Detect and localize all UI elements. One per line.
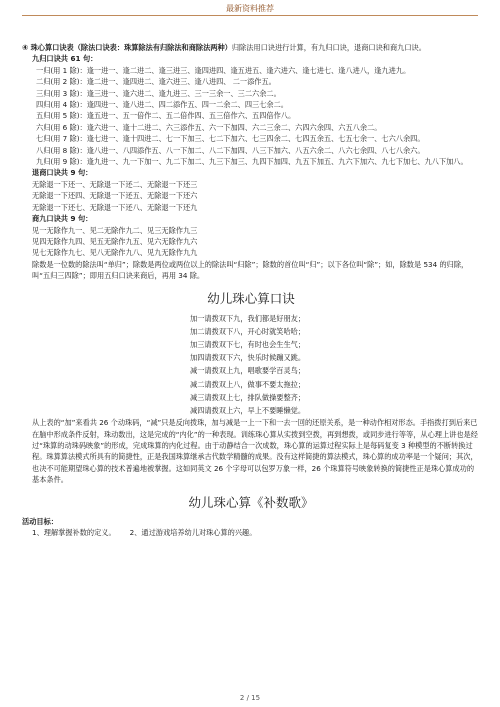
shangjiu-line: 见一无除作九一、见二无除作九二、见三无除作九三 [32, 225, 198, 235]
jiugui-line: 八归(用 8 除)：逢八进一、八四添作五、八一下加二、八二下加四、八三下加六、八五六余二、八六七余四、八七八余六。 [36, 145, 425, 155]
jiugui-line: 四归(用 4 除)：逢四进一、逢八进二、四二添作五、四一二余二、四三七余二。 [36, 100, 288, 110]
poem-line: 加四请拨双下六，快乐时候蹦又跳。 [190, 353, 306, 363]
section-title-bushuge: 幼儿珠心算《补数歌》 [188, 494, 314, 510]
poem-line: 加二请拨双下八，开心时就笑哈哈； [190, 326, 306, 336]
poem-line: 加三请拨双下七，有时也会生生气； [190, 339, 306, 349]
activity-goals [22, 527, 480, 538]
header-rule [22, 15, 478, 16]
tuishang-title: 退商口诀共 9 句： [32, 168, 93, 178]
poem-line: 加一请拨双下九，我们都是好朋友； [190, 313, 306, 323]
activity-goal-item: 2、通过游戏培养幼儿对珠心算的兴趣。 [129, 528, 257, 537]
jiugui-line: 三归(用 3 除)：逢三进一、逢六进二、逢九进三、三一三余一、三二六余二。 [36, 88, 281, 98]
tuishang-line: 无除退一下还四、无除退一下还五、无除退一下还六 [32, 191, 198, 201]
poem-line: 减四请拨双上六，早上不要睡懒觉。 [190, 405, 306, 415]
shangjiu-line: 见四无除作九四、见五无除作九五、见六无除作九六 [32, 236, 198, 246]
poem-line: 减三请拨双上七，排队做操要整齐； [190, 392, 306, 402]
intro-paragraph [22, 42, 480, 53]
jiugui-line: 五归(用 5 除)：逢五进一、五一倍作二、五二倍作四、五三倍作六、五四倍作八。 [36, 111, 296, 121]
poem-line: 减一请拨双上九，唱歌要学百灵鸟； [190, 366, 306, 376]
page-header: 最新资料推荐 [226, 4, 274, 13]
intro-text: 归除法用口诀进行计算，有九归口诀，退商口诀和商九口诀。 [231, 43, 426, 52]
jiugui-line: 七归(用 7 除)：逢七进一、逢十四进二、七一下加三、七二下加六、七三四余二、七四五余五、七五七余一、七六八余四。 [36, 134, 425, 144]
jiugui-title: 九归口诀共 61 句： [32, 54, 98, 64]
jiugui-list [22, 65, 480, 168]
poem-line: 减二请拨双上八，做事不要太拖拉； [190, 379, 306, 389]
tuishang-line: 无除退一下还一、无除退一下还二、无除退一下还三 [32, 179, 198, 189]
jiugui-line: 六归(用 6 除)：逢六进一、逢十二进二、六三添作五、六一下加四、六二三余二、六四六余四、六五八余二。 [36, 122, 382, 132]
body-paragraph: 从上表的“加”来看共 26 个动珠码，“减”只是反向拨珠，加与减是一上一下和一去一回的还原关系，是一种动作相对形态。手指拨打到后来已在脑中形成条件反射，珠动数出，这是完成的“内化”的一种表现。训练珠心算从实拨到空拨，再到想拨，或同步进行等等，从心理上讲也是经过“珠算的动珠码映象”的形成，完成珠算的内化过程。由于动静结合一次成数，珠心算的运算过程实际上是每码复变 3 种模型的不断转换过程。珠算算法模式所具有的简捷性，正是我国珠算继承古代数学精髓的成果。没有这样简捷的算法模式，珠心算的成功率是一个疑问；其次，也决不可能期望珠心算的技术普遍地被掌握。这如同英文 26 个字母可以包罗万象一样，26 个珠算符号映象转换的简捷性正是珠心算成功的基本条件。 [32, 418, 478, 485]
tuishang-line: 无除退一下还七、无除退一下还八、无除退一下还九 [32, 202, 198, 212]
section-title-koujue: 幼儿珠心算口诀 [207, 290, 295, 306]
intro-heading: ④ 珠心算口诀表（除法口诀表：珠算除法有归除法和商除法两种） [22, 43, 232, 52]
jiugui-line: 一归(用 1 除)：逢一进一、逢二进二、逢三进三、逢四进四、逢五进五、逢六进六、逢七进七、逢八进八，逢九进九。 [36, 65, 411, 75]
jiugui-line: 二归(用 2 除)：逢二进一、逢四进二、逢六进三、逢八进四、 二一添作五。 [36, 77, 276, 87]
tuishang-list [22, 179, 480, 213]
poem-block [22, 312, 480, 418]
activity-goal-item: 1、理解掌握补数的定义。 [32, 528, 116, 537]
page-number: 2 / 15 [239, 694, 261, 702]
jiugui-line: 九归(用 9 除)：逢九进一、九一下加一、九二下加二、九三下加三、九四下加四、九五下加五、九六下加六、九七下加七、九八下加八。 [36, 157, 468, 167]
shangjiu-list [22, 225, 480, 259]
document-body [22, 42, 480, 538]
shangjiu-line: 见七无除作九七、见八无除作九八、见九无除作九九 [32, 248, 198, 258]
shangjiu-title: 商九口诀共 9 句： [32, 214, 93, 224]
activity-goal-label: 活动目标： [22, 516, 58, 526]
explain-paragraph: 除数是一位数的除法叫“单归”；除数是两位或两位以上的除法叫“归除”；除数的首位叫“归”；以下各位叫“除”；如，除数是 534 的归除，叫“五归三四除”；即用五归口诀来商后，再用 34 除。 [32, 259, 469, 281]
